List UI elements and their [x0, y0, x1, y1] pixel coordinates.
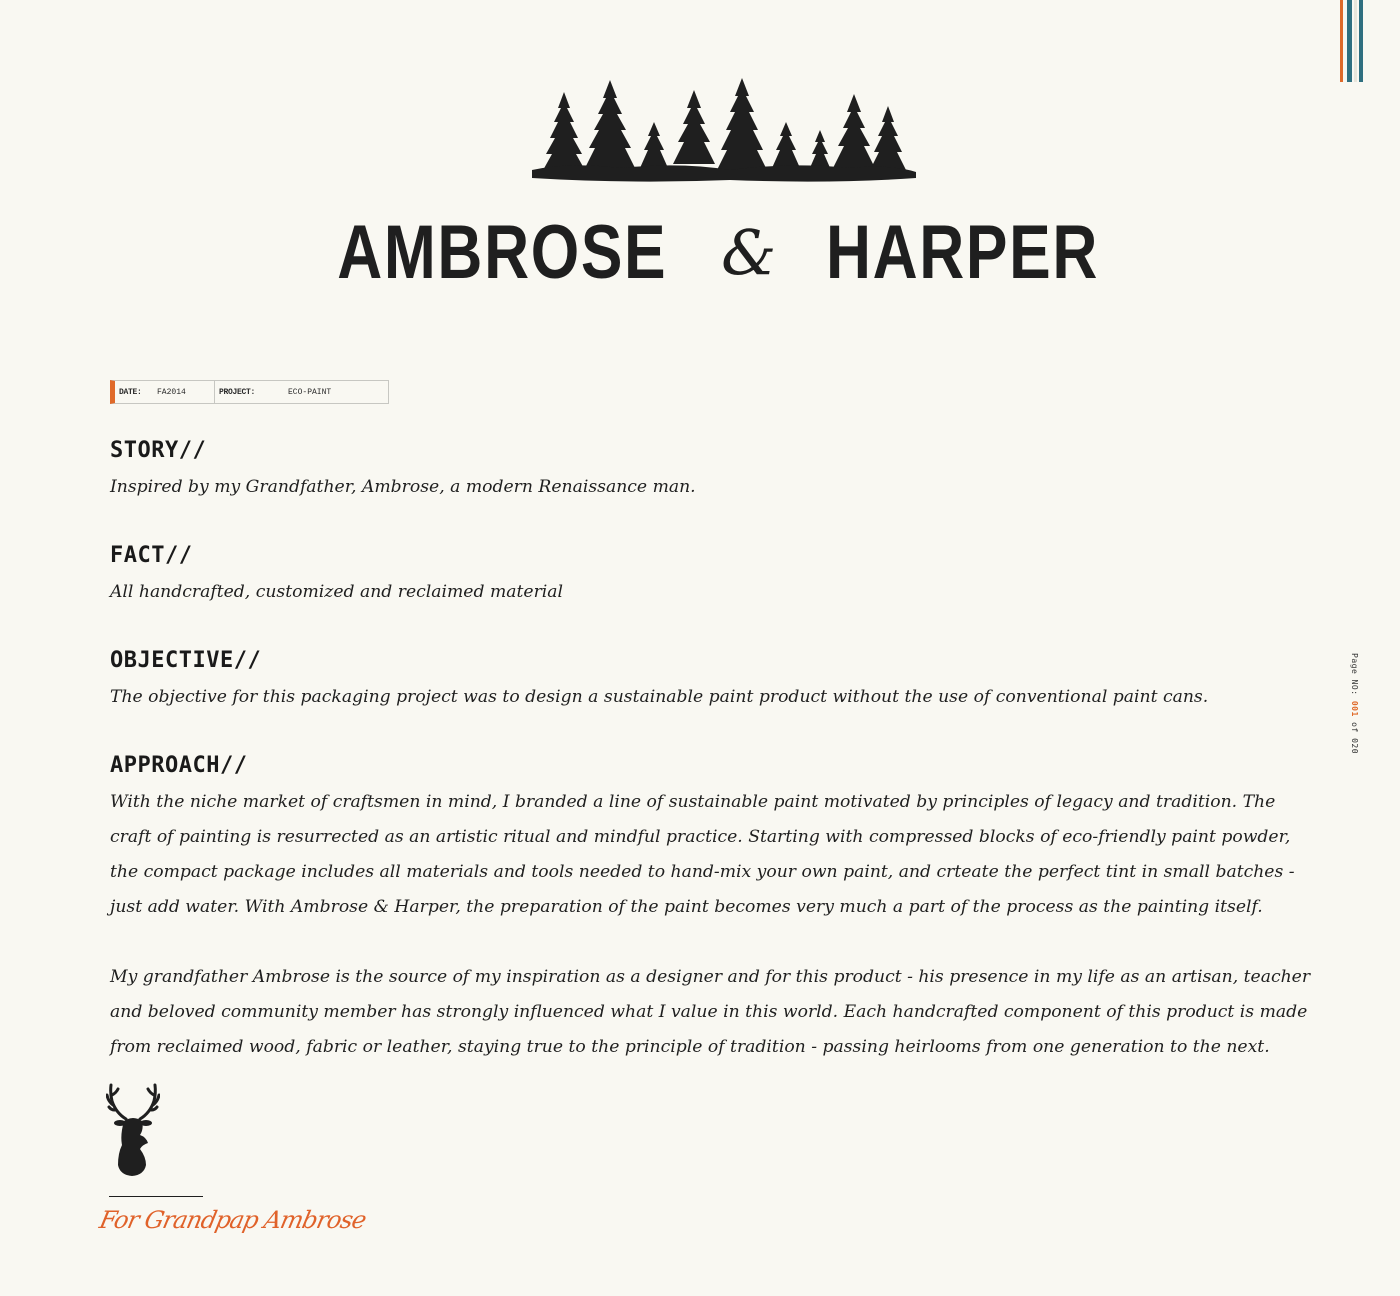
objective-heading: OBJECTIVE//: [110, 648, 262, 673]
approach-paragraph-1: With the niche market of craftsmen in mind, I branded a line of sustainable paint motivated by principles of legacy and tradition. The craft of painting is resurrected as an artistic ritual and mindful practice. Starting with compressed blocks of eco-friendly paint powder, the compact package includes all materials and tools needed to hand-mix your own paint, and crteate the perfect tint in small batches - just add water. With Ambrose & Harper, the preparation of the paint becomes very much a part of the process as the painting itself.: [110, 792, 1295, 917]
fact-text: All handcrafted, customized and reclaimed material: [110, 582, 564, 602]
story-heading: STORY//: [110, 438, 207, 463]
brand-name-right: HARPER: [826, 210, 1100, 295]
stripe-light: [1354, 0, 1357, 82]
approach-heading: APPROACH//: [110, 753, 248, 778]
page-current: 001: [1350, 700, 1359, 717]
meta-divider: [214, 381, 215, 403]
brand-wordmark: [336, 205, 1100, 300]
approach-paragraph-2: My grandfather Ambrose is the source of my inspiration as a designer and for this product - his presence in my life as an artisan, teacher and beloved community member has strongly influenced what I value in this world. Each handcrafted component of this product is made from reclaimed wood, fabric or leather, staying true to the principle of tradition - passing heirlooms from one generation to the next.: [110, 967, 1311, 1057]
page-label: Page NO:: [1350, 653, 1359, 696]
page-of: of: [1350, 722, 1359, 733]
pine-trees-icon: [530, 78, 918, 186]
objective-text: The objective for this packaging project was to design a sustainable paint product without the use of conventional paint cans.: [110, 687, 1209, 707]
story-text: Inspired by my Grandfather, Ambrose, a modern Renaissance man.: [110, 477, 696, 497]
deer-head-icon: [106, 1083, 160, 1177]
date-label: DATE:: [119, 388, 142, 397]
project-value: ECO-PAINT: [288, 388, 332, 397]
stripe-teal: [1347, 0, 1352, 82]
date-value: FA2014: [157, 388, 186, 397]
brand-name-left: AMBROSE: [336, 210, 667, 295]
signature: For Grandpap Ambrose: [97, 1206, 369, 1234]
stripe-teal-2: [1359, 0, 1363, 82]
project-meta-box: [110, 380, 389, 404]
project-label: PROJECT:: [219, 388, 256, 397]
page-number: [1350, 653, 1359, 754]
fact-heading: FACT//: [110, 543, 193, 568]
signature-line: [109, 1196, 203, 1197]
brand-ampersand: &: [721, 216, 779, 289]
page-total: 020: [1350, 738, 1359, 755]
corner-stripes: [1340, 0, 1364, 82]
stripe-orange: [1340, 0, 1343, 82]
